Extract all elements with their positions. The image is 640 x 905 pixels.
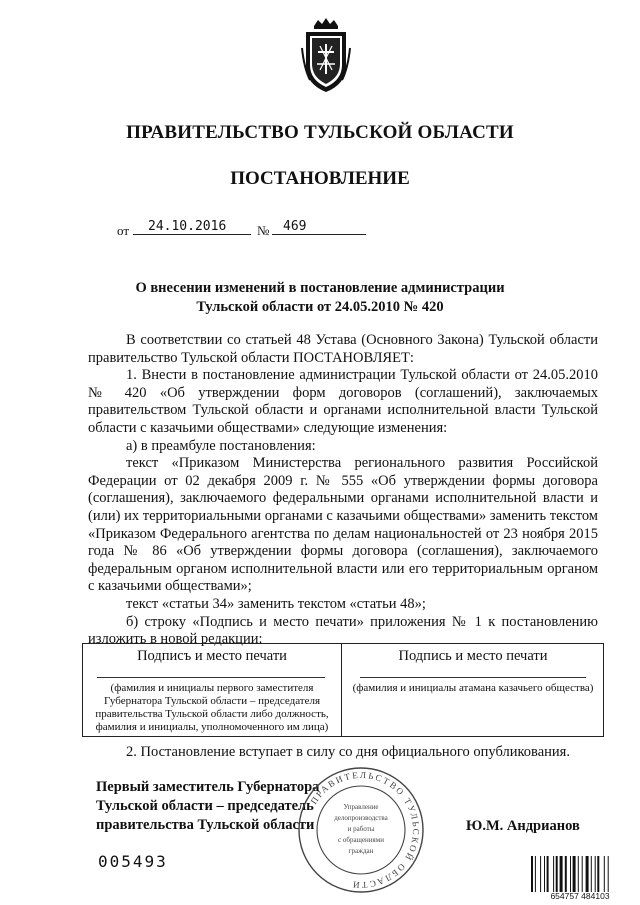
paragraph-article-replacement: текст «статьи 34» заменить текстом «статьи 48»;	[126, 595, 426, 612]
signer-position-line: Тульской области – председатель	[96, 798, 314, 814]
paragraph-item-2: 2. Постановление вступает в силу со дня официального опубликования.	[126, 744, 570, 760]
coat-of-arms-emblem	[300, 18, 352, 96]
paragraph-replacement-text: текст «Приказом Министерства регионального развития Российской Федерации от 02 декабря 2009 г. № 555 «Об утверждении формы договора (соглашения), заключаемого федеральными органами исполнительной власти и (или) их территориальными органами с казачьими обществами» заменить текстом «Приказом Федерального агентства по делам национальностей от 23 ноября 2015 года № 86 «Об утверждении формы договора (соглашения), заключаемого федеральным органом исполнительной власти или его территориальным органом с казачьими обществами»;	[88, 455, 598, 595]
decree-body	[88, 332, 598, 649]
signer-position-line: Первый заместитель Губернатора	[96, 779, 320, 795]
stamp-inner-line: делопроизводства	[334, 814, 388, 822]
stamp-inner-line: и работы	[347, 825, 375, 833]
signature-cell-note: (фамилия и инициалы первого заместителя Губернатора Тульской области – председателя правительства Тульской области либо должность, фамилия и инициалы, уполномоченного им лица)	[95, 682, 329, 733]
subject-line-2: Тульской области от 24.05.2010 № 420	[196, 299, 444, 315]
signature-cell-title: Подпись и место печати	[398, 648, 548, 664]
signature-cell-note: (фамилия и инициалы атамана казачьего общества)	[352, 682, 594, 694]
signature-cell-government	[83, 644, 342, 736]
serial-number: 005493	[98, 852, 168, 871]
subject-line-1: О внесении изменений в постановление администрации	[135, 280, 505, 296]
barcode	[530, 856, 630, 892]
paragraph-item-1: 1. Внести в постановление администрации Тульской области от 24.05.2010 № 420 «Об утверждении форм договоров (соглашений), заключаемых правительством Тульской области и органами исполнительной власти Тульской области с казачьими обществами» следующие изменения:	[88, 367, 598, 436]
signer-position-line: правительства Тульской области	[96, 817, 315, 833]
signature-cell-title: Подписъ и место печати	[137, 648, 287, 664]
paragraph-preamble: В соответствии со статьей 48 Устава (Основного Закона) Тульской области правительство Тульской области ПОСТАНОВЛЯЕТ:	[88, 332, 598, 366]
decree-number: 469	[283, 219, 307, 234]
stamp-ring-text: ПРАВИТЕЛЬСТВО ТУЛЬСКОЙ ОБЛАСТИ	[308, 769, 422, 891]
official-stamp	[296, 765, 426, 895]
signer-position	[96, 778, 319, 835]
signature-table	[82, 643, 604, 737]
document-type-title: ПОСТАНОВЛЕНИЕ	[230, 168, 410, 189]
stamp-inner-line: с обращениями	[338, 836, 384, 844]
decree-date: 24.10.2016	[148, 219, 227, 234]
date-prefix: от	[117, 223, 130, 238]
barcode-number: 654757 484103	[550, 891, 610, 901]
paragraph-item-a: а) в преамбуле постановления:	[126, 437, 316, 454]
paragraph-item-b: б) строку «Подпись и место печати» приложения № 1 к постановлению изложить в новой редакции:	[88, 613, 598, 648]
decree-subject	[0, 279, 640, 317]
signer-name: Ю.М. Андрианов	[466, 818, 580, 834]
stamp-inner-line: граждан	[348, 847, 374, 855]
government-title: ПРАВИТЕЛЬСТВО ТУЛЬСКОЙ ОБЛАСТИ	[126, 122, 514, 143]
stamp-inner-line: Управление	[343, 803, 379, 811]
number-prefix: №	[257, 223, 270, 238]
signature-cell-cossack	[342, 644, 604, 736]
